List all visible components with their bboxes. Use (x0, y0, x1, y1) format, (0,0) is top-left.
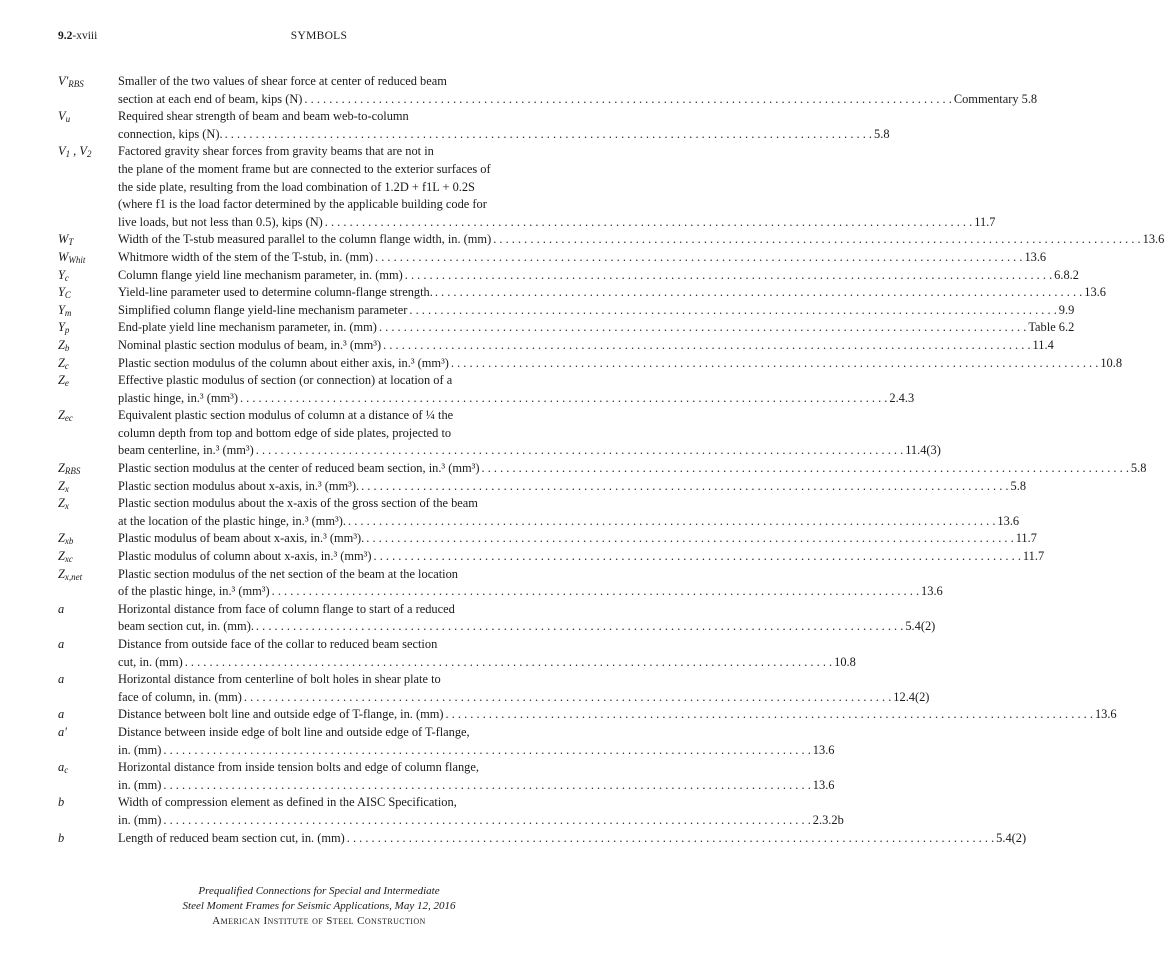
definition-line: Factored gravity shear forces from gravity beams that are not in (118, 144, 434, 159)
section-reference: 9.9 (1058, 302, 1075, 317)
definition-line: of the plastic hinge, in.³ (mm³) (118, 584, 270, 599)
page-footer (0, 884, 638, 929)
symbol-term: b (58, 795, 65, 810)
symbol-definition (118, 337, 1054, 355)
symbol-definition (118, 636, 856, 671)
definition-line: Distance from outside face of the collar to reduced beam section (118, 637, 438, 651)
symbol-entry (58, 231, 1164, 249)
symbol-entry (58, 143, 996, 231)
definition-line: Distance between bolt line and outside edge of T-flange, in. (mm) (118, 707, 444, 722)
symbol-term: $Y_m$ (58, 302, 72, 318)
symbol-entry (58, 636, 856, 671)
symbol-entry (58, 337, 1054, 355)
page-title: SYMBOLS (290, 30, 348, 42)
page-header (58, 30, 580, 46)
section-reference: 13.6 (1142, 232, 1164, 247)
symbol-term: a′ (58, 724, 67, 739)
symbol-term: a (58, 707, 65, 722)
section-reference: 2.3.2b (812, 812, 844, 827)
definition-line: live loads, but not less than 0.5), kips (N) (118, 214, 323, 229)
definition-line: in. (mm) (118, 812, 162, 827)
symbol-definition (118, 355, 1122, 373)
leader-dots (256, 442, 903, 460)
leader-dots (244, 689, 891, 707)
section-reference: Commentary 5.8 (953, 91, 1038, 106)
symbol-entry (58, 108, 890, 143)
section-reference: 10.8 (1100, 355, 1123, 370)
symbol-term: $Z_e$ (58, 373, 69, 389)
symbol-term: $Z_{ec}$ (58, 408, 73, 424)
section-reference: 12.4(2) (893, 689, 930, 704)
section-reference: 5.4(2) (905, 619, 936, 634)
symbol-entry (58, 302, 1075, 320)
definition-line: Nominal plastic section modulus of beam, in.³ (mm³) (118, 337, 382, 352)
leader-dots (374, 548, 1021, 566)
section-reference: 13.6 (812, 742, 835, 757)
leader-dots (348, 513, 995, 531)
definition-line: cut, in. (mm) (118, 654, 183, 669)
symbol-definition (118, 478, 1026, 496)
definition-line: Horizontal distance from inside tension bolts and edge of column flange, (118, 760, 479, 775)
definition-line: beam section cut, in. (mm). (118, 619, 254, 634)
definition-line: face of column, in. (mm) (118, 689, 242, 704)
definition-line: Effective plastic modulus of section (or connection) at location of a (118, 373, 453, 388)
symbol-definition (118, 319, 1074, 337)
symbol-entry (58, 830, 1027, 848)
symbol-entry (58, 794, 844, 829)
symbol-entry (58, 495, 1020, 530)
symbol-term: $Y_C$ (58, 285, 71, 301)
definition-line: connection, kips (N). (118, 126, 223, 141)
leader-dots (225, 126, 872, 144)
definition-line: Distance between inside edge of bolt line and outside edge of T-flange, (118, 724, 470, 739)
definition-line: Yield-line parameter used to determine column-flange strength. (118, 285, 433, 300)
symbol-definition (118, 460, 1146, 478)
symbol-definition (118, 724, 834, 759)
leader-dots (163, 812, 810, 830)
section-reference: 13.6 (1084, 285, 1106, 300)
definition-line: the plane of the moment frame but are connected to the exterior surfaces of (118, 161, 491, 176)
section-reference: 11.4 (1032, 337, 1054, 352)
section-reference: 11.7 (1022, 549, 1045, 564)
footer-line-2: Steel Moment Frames for Seismic Applications, May 12, 2016 (182, 900, 456, 912)
leader-dots (366, 530, 1013, 548)
symbol-entry (58, 478, 1027, 496)
leader-dots (163, 777, 810, 795)
leader-dots (347, 830, 994, 848)
section-reference: 11.7 (1015, 531, 1037, 546)
symbol-entry (58, 267, 1079, 285)
symbol-term: $Z_{xb}$ (58, 531, 74, 547)
definition-line: Horizontal distance from face of column flange to start of a reduced (118, 601, 455, 616)
leader-dots (163, 742, 810, 760)
section-reference: 11.4(3) (905, 443, 941, 458)
definition-line: at the location of the plastic hinge, in.³ (mm³). (118, 513, 346, 528)
symbol-entry (58, 671, 930, 706)
symbol-entry (58, 249, 1047, 267)
section-reference: 13.6 (1094, 707, 1117, 722)
symbol-entry (58, 601, 936, 636)
symbol-entry (58, 460, 1147, 478)
section-reference: Table 6.2 (1028, 320, 1075, 335)
definition-line: Plastic section modulus about x-axis, in.³ (mm³). (118, 478, 360, 493)
symbol-term: $a_c$ (58, 760, 69, 776)
symbol-entry (58, 355, 1123, 373)
leader-dots (256, 618, 903, 636)
section-reference: 5.8 (874, 126, 890, 141)
symbol-entry (58, 372, 915, 407)
leader-dots (435, 284, 1082, 302)
footer-line-1: Prequalified Connections for Special and Intermediate (198, 885, 440, 897)
definition-line: in. (mm) (118, 742, 162, 757)
symbol-term: $Z_{x,net}$ (58, 566, 83, 582)
definition-line: Plastic section modulus of the net section of the beam at the location (118, 566, 458, 581)
definition-line: Width of compression element as defined in the AISC Specification, (118, 795, 457, 810)
symbol-entry (58, 284, 1106, 302)
definition-line: column depth from top and bottom edge of side plates, projected to (118, 425, 452, 440)
symbol-term: $V'_{RBS}$ (58, 74, 84, 89)
definition-line: Equivalent plastic section modulus of column at a distance of ¼ the (118, 408, 454, 423)
leader-dots (375, 249, 1022, 267)
symbol-definition (118, 706, 1117, 724)
definition-line: (where f1 is the load factor determined by the applicable building code for (118, 197, 487, 212)
symbol-term: a (58, 601, 65, 616)
definition-line: Plastic section modulus of the column about either axis, in.³ (mm³) (118, 355, 449, 370)
section-reference: 2.4.3 (889, 390, 915, 405)
symbol-definition (118, 530, 1037, 548)
symbol-definition (118, 267, 1079, 285)
symbol-entry (58, 566, 943, 601)
symbol-term: $W_{Whit}$ (58, 249, 86, 265)
section-reference: 5.8 (1010, 478, 1027, 493)
symbol-entry (58, 548, 1045, 566)
symbol-term: $Z_{xc}$ (58, 549, 73, 565)
section-reference: 6.8.2 (1054, 267, 1079, 282)
symbol-definition (118, 73, 1037, 108)
symbol-term: $Y_c$ (58, 267, 69, 283)
definition-line: section at each end of beam, kips (N) (118, 91, 303, 106)
symbol-term: a (58, 637, 65, 651)
symbol-term: $Z_{RBS}$ (58, 461, 81, 477)
section-reference: 10.8 (834, 654, 856, 669)
symbol-definition (118, 407, 941, 460)
symbol-definition (118, 108, 890, 143)
symbol-term: a (58, 672, 65, 687)
symbol-definition (118, 249, 1046, 267)
leader-dots (379, 319, 1026, 337)
symbol-term: b (58, 830, 65, 845)
definition-line: Length of reduced beam section cut, in. (mm) (118, 830, 345, 845)
symbol-definition (118, 284, 1106, 302)
definition-line: Whitmore width of the stem of the T-stub, in. (mm) (118, 249, 374, 264)
definition-line: Width of the T-stub measured parallel to the column flange width, in. (mm) (118, 232, 492, 247)
symbol-term: $Y_p$ (58, 320, 70, 336)
section-reference: 13.6 (1024, 249, 1047, 264)
definition-line: beam centerline, in.³ (mm³) (118, 443, 254, 458)
definition-line: Horizontal distance from centerline of bolt holes in shear plate to (118, 672, 441, 687)
symbol-term: $Z_x$ (58, 478, 69, 494)
leader-dots (493, 231, 1140, 249)
leader-dots (383, 337, 1030, 355)
definition-line: Plastic modulus of beam about x-axis, in.³ (mm³). (118, 531, 365, 546)
leader-dots (240, 390, 887, 408)
symbol-definition (118, 566, 943, 601)
definition-line: Smaller of the two values of shear force at center of reduced beam (118, 74, 447, 88)
leader-dots (446, 706, 1093, 724)
section-reference: 5.4(2) (996, 830, 1027, 845)
definition-line: Column flange yield line mechanism parameter, in. (mm) (118, 267, 403, 282)
symbol-entry (58, 724, 835, 759)
symbol-term: $V_1$ , $V_2$ (58, 144, 92, 160)
symbol-definition (118, 759, 834, 794)
symbol-definition (118, 548, 1044, 566)
leader-dots (405, 267, 1052, 285)
definition-line: Simplified column flange yield-line mechanism parameter (118, 302, 408, 317)
symbol-term: $V_u$ (58, 109, 71, 125)
symbol-term: $Z_b$ (58, 337, 70, 353)
section-reference: 13.6 (997, 513, 1020, 528)
section-reference: 13.6 (921, 584, 943, 599)
symbol-definition (118, 302, 1074, 320)
page-number: 9.2-xviii (58, 30, 98, 42)
footer-publisher: American Institute of Steel Construction (212, 915, 426, 927)
leader-dots (451, 355, 1098, 373)
leader-dots (482, 460, 1129, 478)
symbol-definition (118, 601, 935, 636)
definition-line: Plastic section modulus about the x-axis of the gross section of the beam (118, 496, 478, 511)
symbol-definition (118, 830, 1026, 848)
section-reference: 11.7 (974, 214, 996, 229)
definition-line: plastic hinge, in.³ (mm³) (118, 390, 238, 405)
symbol-term: $Z_x$ (58, 496, 69, 512)
definition-line: End-plate yield line mechanism parameter, in. (mm) (118, 320, 377, 335)
definition-line: the side plate, resulting from the load combination of 1.2D + f1L + 0.2S (118, 179, 475, 194)
symbol-definition (118, 143, 995, 231)
symbol-entry (58, 759, 835, 794)
symbol-definition (118, 231, 1164, 249)
symbol-definition (118, 495, 1019, 530)
section-reference: 5.8 (1130, 461, 1147, 476)
symbol-definition (118, 372, 914, 407)
leader-dots (272, 583, 919, 601)
leader-dots (409, 302, 1056, 320)
symbol-definition (118, 794, 844, 829)
symbol-term: $W_T$ (58, 232, 74, 248)
symbol-entry (58, 73, 1038, 108)
symbol-definition (118, 671, 929, 706)
symbol-entry (58, 706, 1117, 724)
leader-dots (361, 478, 1008, 496)
symbol-entry (58, 407, 941, 460)
leader-dots (304, 91, 951, 109)
symbol-entry (58, 319, 1075, 337)
leader-dots (325, 214, 972, 232)
definition-line: Plastic modulus of column about x-axis, in.³ (mm³) (118, 549, 372, 564)
symbol-term: $Z_c$ (58, 355, 69, 371)
symbol-entry (58, 530, 1037, 548)
leader-dots (185, 654, 832, 672)
definition-line: Required shear strength of beam and beam web-to-column (118, 109, 409, 124)
definition-line: Plastic section modulus at the center of reduced beam section, in.³ (mm³) (118, 461, 480, 476)
symbols-list (58, 73, 1164, 847)
definition-line: in. (mm) (118, 777, 162, 792)
section-reference: 13.6 (812, 777, 835, 792)
